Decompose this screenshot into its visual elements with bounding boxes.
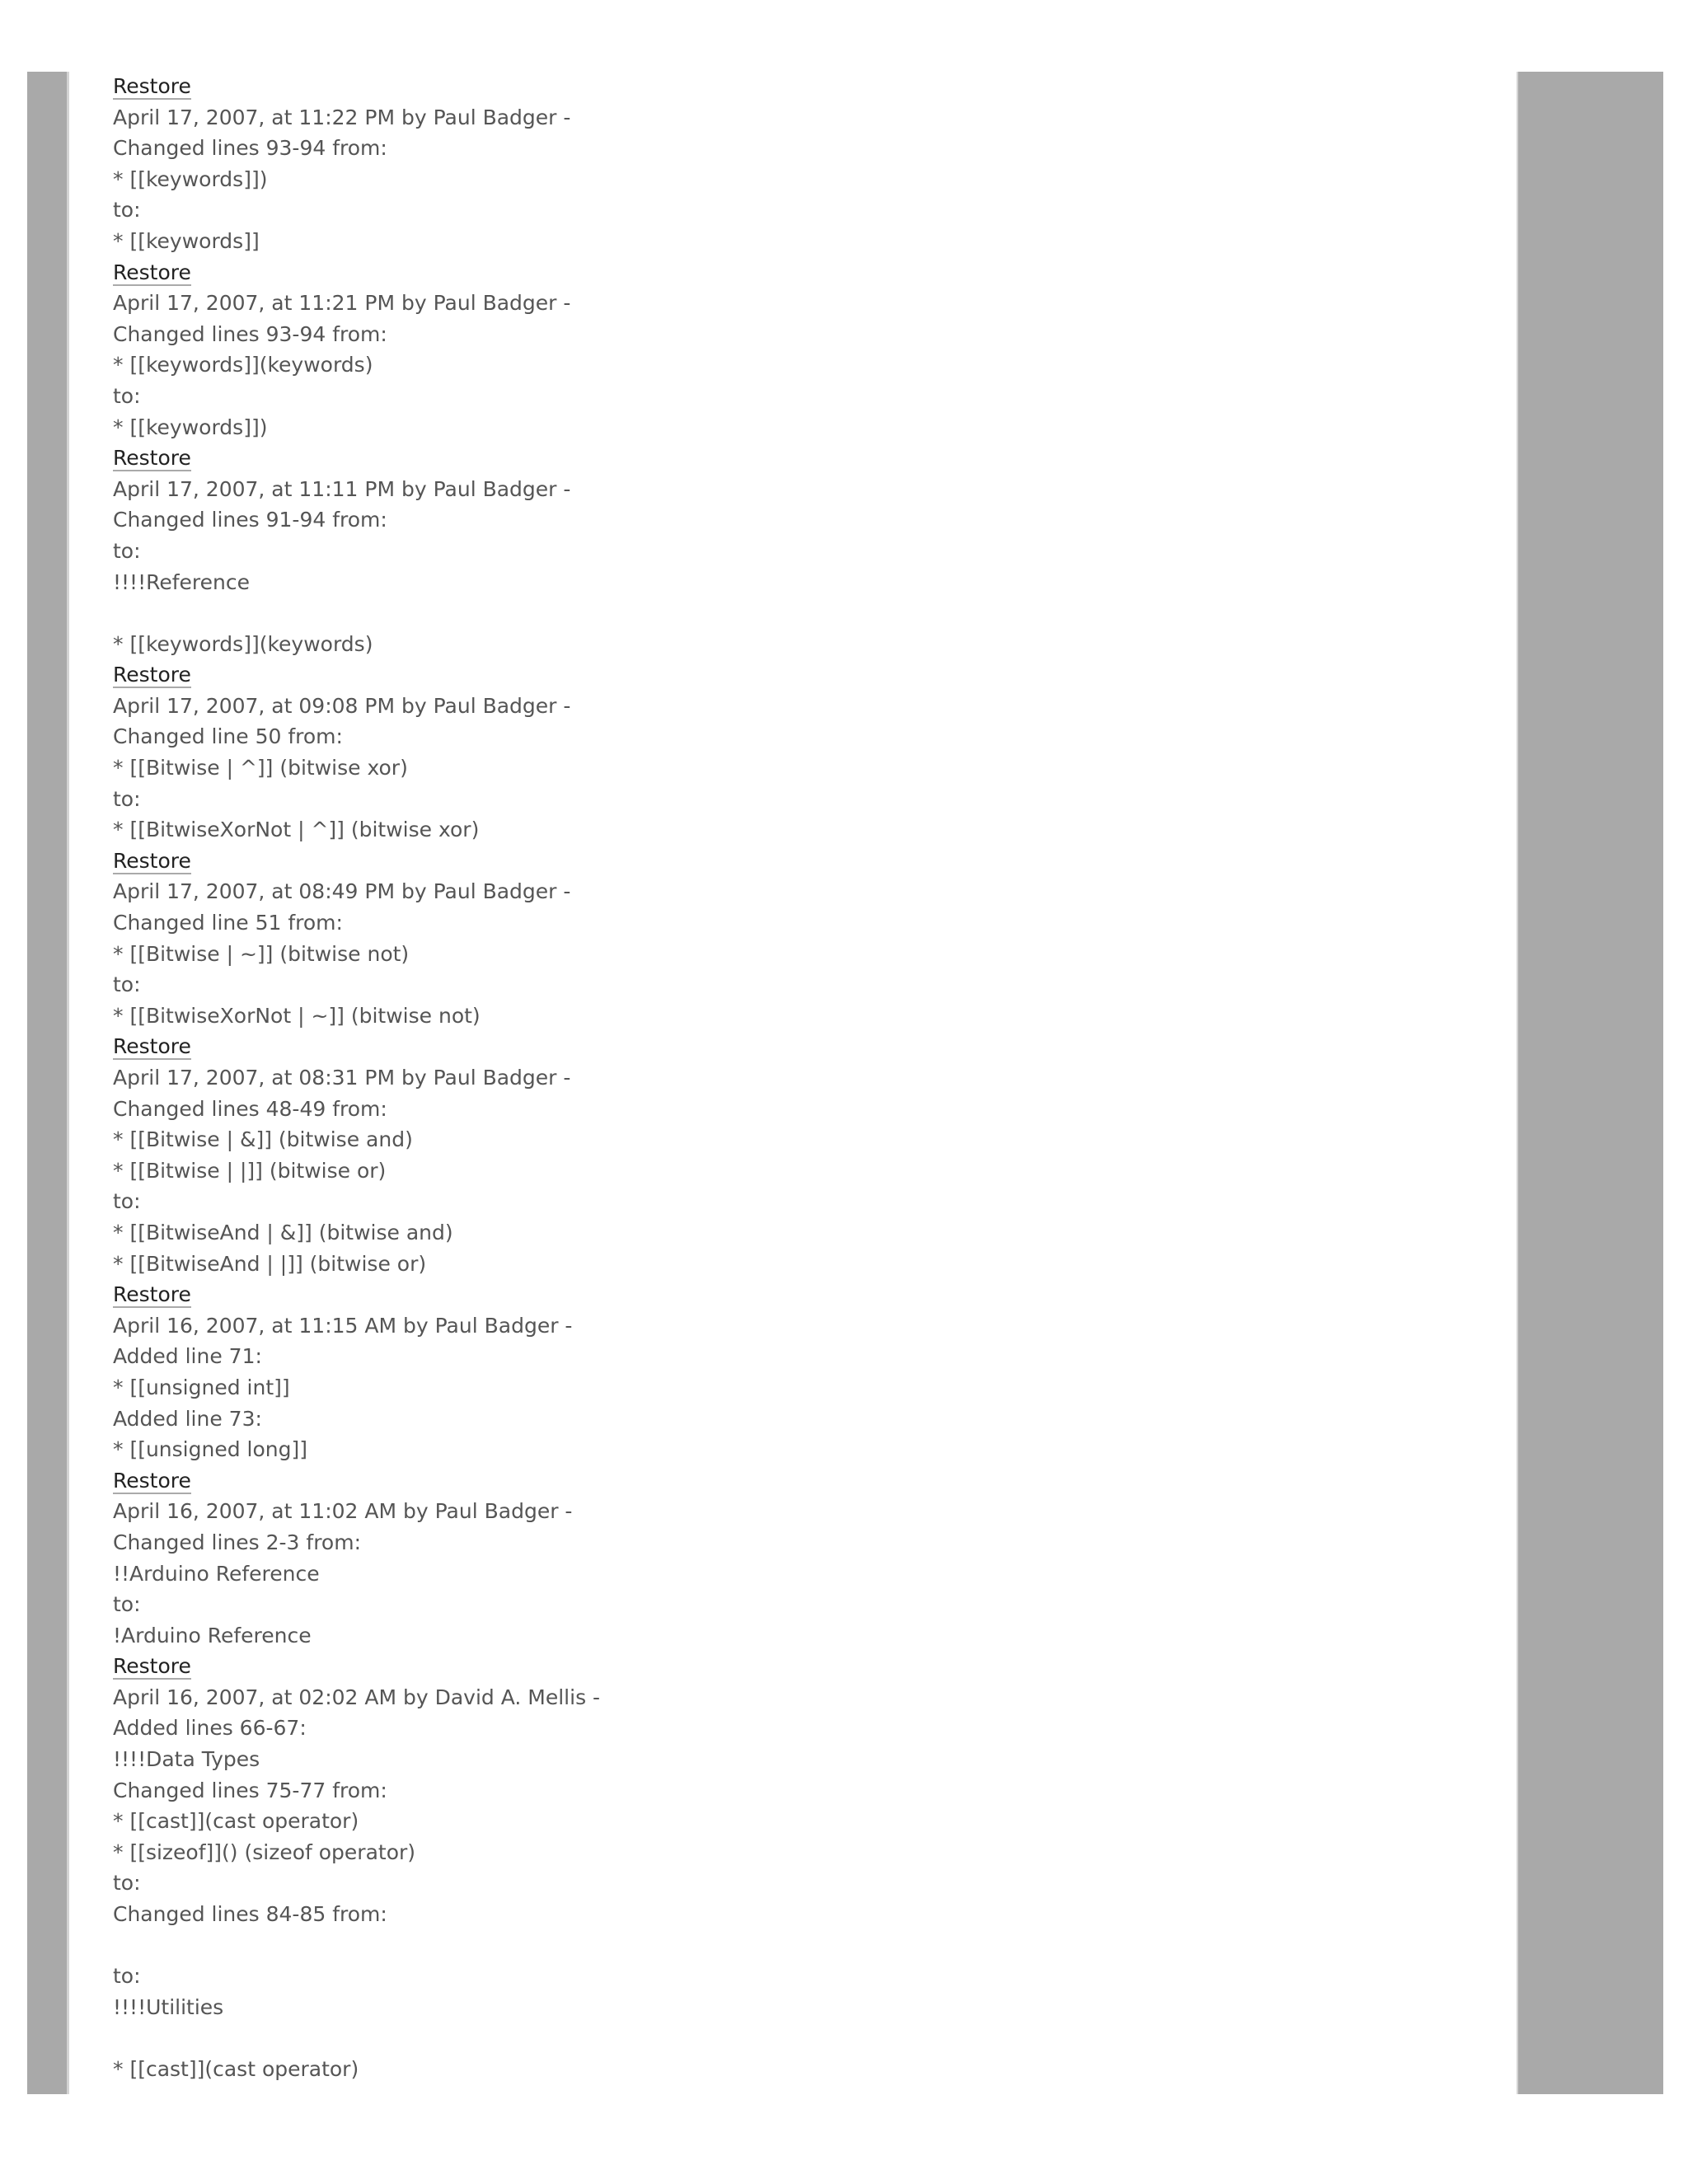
history-line (113, 1589, 1498, 1620)
history-line-text: * [[unsigned long]] (113, 1437, 307, 1462)
history-line (113, 1341, 1498, 1372)
history-line (113, 1155, 1498, 1187)
restore-link[interactable]: Restore (113, 446, 191, 471)
history-line-text: to: (113, 538, 141, 563)
history-line-text: * [[Bitwise | &]] (bitwise and) (113, 1127, 413, 1152)
history-line (113, 907, 1498, 939)
restore-link[interactable]: Restore (113, 1468, 191, 1493)
history-line (113, 1682, 1498, 1713)
history-line-text: !!!!Utilities (113, 1994, 224, 2019)
history-line (113, 164, 1498, 195)
history-line-text: * [[sizeof]]() (sizeof operator) (113, 1840, 416, 1864)
history-line-text: * [[keywords]]) (113, 415, 268, 439)
right-sidebar-bar (1517, 72, 1663, 2094)
history-line-text: Changed line 50 from: (113, 724, 343, 749)
restore-link[interactable]: Restore (113, 1034, 191, 1059)
history-line-text: to: (113, 1189, 141, 1214)
history-line (113, 1001, 1498, 1032)
history-line (113, 629, 1498, 660)
history-line (113, 288, 1498, 319)
restore-link[interactable]: Restore (113, 260, 191, 284)
history-line-text: Changed lines 91-94 from: (113, 508, 387, 532)
history-line (113, 1310, 1498, 1342)
history-line-text: to: (113, 198, 141, 223)
history-line-text: April 16, 2007, at 11:02 AM by Paul Badger - (113, 1499, 573, 1524)
history-line (113, 381, 1498, 412)
history-line-text: April 17, 2007, at 09:08 PM by Paul Badger - (113, 693, 571, 718)
restore-row (113, 1031, 1498, 1062)
history-line (113, 1713, 1498, 1744)
history-line (113, 474, 1498, 505)
history-line-text: to: (113, 786, 141, 811)
history-line-text: Changed lines 93-94 from: (113, 321, 387, 346)
history-line (113, 814, 1498, 846)
page-history-content (113, 71, 1498, 2085)
history-line-text: Added lines 66-67: (113, 1716, 307, 1741)
history-line (113, 102, 1498, 134)
history-line (113, 1527, 1498, 1558)
history-line (113, 721, 1498, 752)
restore-row (113, 443, 1498, 474)
history-line (113, 2022, 1498, 2054)
history-line-text: Changed lines 93-94 from: (113, 136, 387, 161)
history-line-text: April 16, 2007, at 02:02 AM by David A. Mellis - (113, 1685, 601, 1709)
history-line-text: April 17, 2007, at 11:11 PM by Paul Badger - (113, 476, 571, 501)
history-line (113, 1558, 1498, 1590)
history-line-text: April 16, 2007, at 11:15 AM by Paul Badger - (113, 1313, 573, 1338)
history-line-text: * [[keywords]] (113, 228, 260, 253)
restore-link[interactable]: Restore (113, 663, 191, 687)
history-line-text: April 17, 2007, at 08:31 PM by Paul Badger - (113, 1066, 571, 1090)
history-line-text: !!Arduino Reference (113, 1561, 320, 1586)
history-line-text: !Arduino Reference (113, 1623, 312, 1647)
history-line (113, 598, 1498, 629)
restore-row (113, 659, 1498, 691)
history-line-text: Changed lines 84-85 from: (113, 1902, 387, 1927)
history-line-text: April 17, 2007, at 08:49 PM by Paul Badger - (113, 879, 571, 904)
restore-link[interactable]: Restore (113, 848, 191, 873)
restore-row (113, 1465, 1498, 1497)
history-line-text: * [[BitwiseAnd | |]] (bitwise or) (113, 1251, 427, 1276)
history-line (113, 876, 1498, 907)
history-line-text: Added line 71: (113, 1344, 262, 1369)
history-line (113, 504, 1498, 536)
history-line-text: to: (113, 972, 141, 997)
history-line (113, 1868, 1498, 1899)
history-line (113, 226, 1498, 257)
history-line (113, 1992, 1498, 2023)
history-line-text: Added line 73: (113, 1406, 262, 1431)
history-line (113, 319, 1498, 350)
history-line-text: * [[cast]](cast operator) (113, 2057, 359, 2081)
history-line-text: * [[BitwiseAnd | &]] (bitwise and) (113, 1220, 453, 1244)
history-line (113, 1961, 1498, 1992)
history-line-text: * [[BitwiseXorNot | ^]] (bitwise xor) (113, 818, 480, 842)
history-line (113, 1217, 1498, 1249)
history-line (113, 939, 1498, 970)
history-line (113, 133, 1498, 164)
history-line-text: * [[Bitwise | ^]] (bitwise xor) (113, 756, 408, 780)
history-line-text: to: (113, 1871, 141, 1896)
history-line (113, 969, 1498, 1001)
history-line-text: Changed line 51 from: (113, 911, 343, 935)
history-line (113, 1434, 1498, 1465)
history-line-text: * [[keywords]](keywords) (113, 353, 373, 377)
history-line-text: * [[Bitwise | ~]] (bitwise not) (113, 941, 410, 966)
history-line-text: * [[keywords]]) (113, 166, 268, 191)
history-line (113, 2054, 1498, 2085)
history-line (113, 536, 1498, 567)
restore-row (113, 1651, 1498, 1682)
left-sidebar-bar (27, 72, 69, 2094)
history-line (113, 1496, 1498, 1527)
history-line (113, 1404, 1498, 1435)
history-line (113, 194, 1498, 226)
history-line-text: Changed lines 75-77 from: (113, 1778, 387, 1802)
history-line (113, 1620, 1498, 1652)
restore-link[interactable]: Restore (113, 74, 191, 98)
history-line (113, 1062, 1498, 1094)
history-line (113, 349, 1498, 381)
history-line (113, 784, 1498, 815)
history-line (113, 1124, 1498, 1155)
history-line-text: April 17, 2007, at 11:21 PM by Paul Badger - (113, 291, 571, 316)
history-line (113, 1094, 1498, 1125)
history-line (113, 1744, 1498, 1775)
history-line (113, 1806, 1498, 1837)
history-line (113, 1372, 1498, 1404)
history-line (113, 412, 1498, 443)
restore-link[interactable]: Restore (113, 1282, 191, 1307)
history-line-text: to: (113, 1964, 141, 1989)
history-line-text: * [[Bitwise | |]] (bitwise or) (113, 1158, 387, 1183)
restore-row (113, 1279, 1498, 1310)
history-line (113, 1837, 1498, 1868)
history-line (113, 691, 1498, 722)
history-line-text: Changed lines 48-49 from: (113, 1096, 387, 1121)
history-line-text: Changed lines 2-3 from: (113, 1530, 362, 1554)
history-line-text: * [[keywords]](keywords) (113, 631, 373, 656)
history-line (113, 1186, 1498, 1217)
history-line (113, 1249, 1498, 1280)
history-line-text: * [[unsigned int]] (113, 1375, 290, 1399)
history-line (113, 567, 1498, 598)
history-line (113, 1899, 1498, 1930)
history-line-text: to: (113, 383, 141, 408)
restore-row (113, 846, 1498, 877)
history-line (113, 752, 1498, 784)
restore-row (113, 257, 1498, 288)
history-line-text: April 17, 2007, at 11:22 PM by Paul Badger - (113, 105, 571, 129)
history-line (113, 1930, 1498, 1961)
restore-row (113, 71, 1498, 102)
history-line-text: to: (113, 1592, 141, 1617)
history-line-text: * [[cast]](cast operator) (113, 1809, 359, 1834)
history-line-text: * [[BitwiseXorNot | ~]] (bitwise not) (113, 1003, 481, 1028)
history-line (113, 1775, 1498, 1807)
restore-link[interactable]: Restore (113, 1654, 191, 1679)
history-line-text: !!!!Data Types (113, 1747, 260, 1772)
history-line-text: !!!!Reference (113, 569, 250, 594)
